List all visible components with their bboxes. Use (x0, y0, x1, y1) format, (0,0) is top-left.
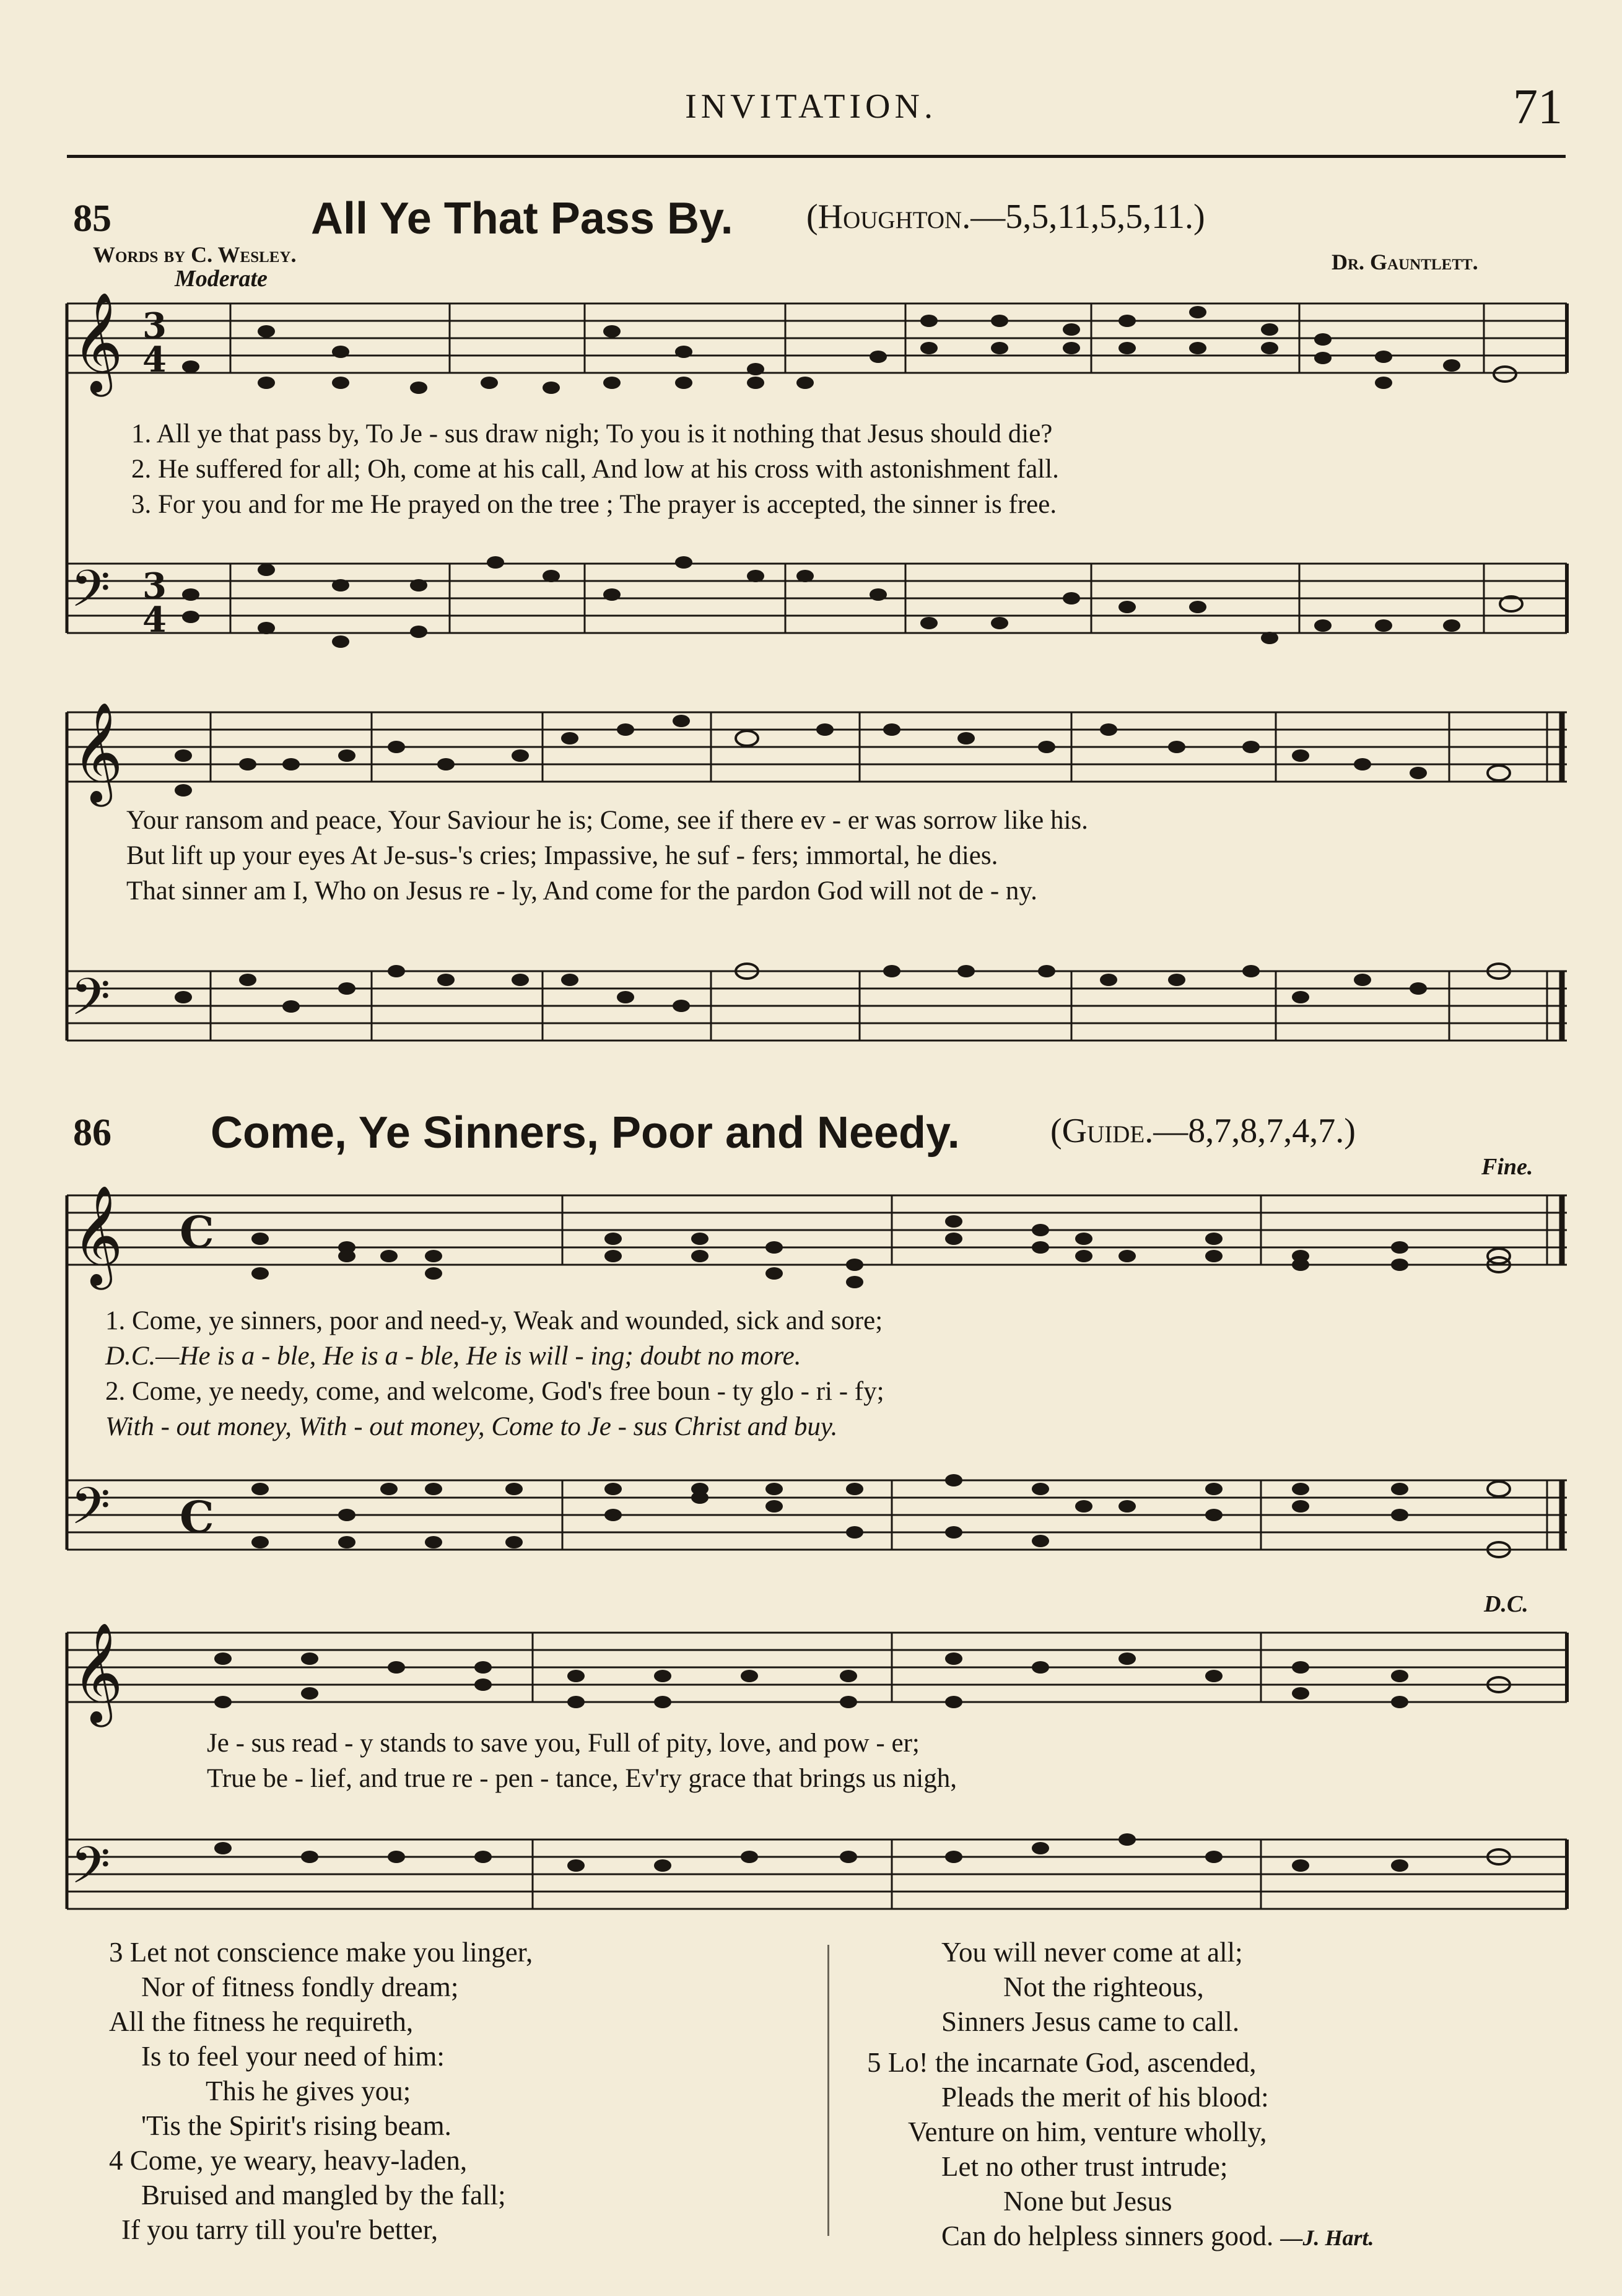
fine-marking: Fine. (1481, 1154, 1533, 1180)
verse-line: Can do helpless sinners good. —J. Hart. (941, 2220, 1374, 2251)
verse-line: Sinners Jesus came to call. (941, 2006, 1240, 2037)
verse-line: Not the righteous, (1003, 1971, 1204, 2002)
bass-staff (67, 1840, 1567, 1909)
hymn-86-lyrics-system-1 (105, 1303, 884, 1444)
extra-verses-left (109, 1935, 533, 2247)
svg-text:C: C (180, 1491, 214, 1543)
treble-staff (67, 1633, 1567, 1702)
lyric-line-2b: With - out money, With - out money, Come to Je - sus Christ and buy. (105, 1412, 838, 1441)
lyric-line-2: 2. Come, ye needy, come, and welcome, God's free boun - ty glo - ri - fy; (105, 1377, 884, 1406)
treble-staff (67, 1195, 1567, 1265)
bass-clef-85b (71, 967, 110, 1039)
page-number: 71 (1513, 80, 1563, 134)
svg-text:3: 3 (142, 305, 167, 346)
svg-text:4: 4 (142, 339, 167, 380)
verse-line: 'Tis the Spirit's rising beam. (141, 2110, 451, 2141)
bass-clef-86 (71, 1476, 110, 1548)
svg-text:C: C (180, 1207, 214, 1258)
svg-text:𝄢: 𝄢 (71, 967, 111, 1039)
svg-text:4: 4 (142, 600, 167, 640)
bass-staff (67, 564, 1567, 633)
verse-line: Venture on him, venture wholly, (908, 2116, 1267, 2147)
hymn-85-title: All Ye That Pass By. (311, 194, 733, 243)
treble-clef-85 (72, 292, 123, 397)
svg-text:𝄢: 𝄢 (71, 1476, 111, 1548)
hymn-86-lyrics-system-2 (207, 1726, 957, 1796)
lyric-line: 1. All ye that pass by, To Je - sus draw nigh; To you is it nothing that Jesus should die? (131, 419, 1053, 448)
lyric-line-1: 1. Come, ye sinners, poor and need-y, Weak and wounded, sick and sore; (105, 1306, 883, 1335)
svg-text:𝄞: 𝄞 (72, 702, 123, 803)
treble-staff (67, 303, 1567, 373)
treble-clef-86 (72, 1185, 123, 1290)
author-attribution: —J. Hart. (1280, 2225, 1374, 2250)
verse-line: 5 Lo! the incarnate God, ascended, (867, 2047, 1257, 2078)
verse-line: Bruised and mangled by the fall; (141, 2180, 506, 2211)
lyric-line: 3. For you and for me He prayed on the tree ; The prayer is accepted, the sinner is free. (131, 490, 1057, 519)
verse-line: 4 Come, ye weary, heavy-laden, (109, 2145, 468, 2176)
treble-clef-85b (72, 702, 123, 807)
hymn-86-tune: (Guide.—8,7,8,7,4,7.) (1050, 1112, 1356, 1150)
verse-line: None but Jesus (1003, 2186, 1172, 2217)
svg-text:𝄞: 𝄞 (72, 1185, 123, 1286)
column-divider (827, 1945, 829, 2236)
section-title: INVITATION. (685, 87, 937, 126)
svg-text:3: 3 (142, 565, 167, 606)
hymn-86-title: Come, Ye Sinners, Poor and Needy. (211, 1108, 960, 1158)
verse-line: Is to feel your need of him: (141, 2041, 445, 2072)
lyric-line: That sinner am I, Who on Jesus re - ly, And come for the pardon God will not de - ny. (126, 876, 1037, 906)
treble-clef-86b (72, 1622, 123, 1727)
treble-staff (67, 712, 1567, 782)
lyric-line: Je - sus read - y stands to save you, Full of pity, love, and pow - er; (207, 1729, 920, 1758)
svg-text:𝄢: 𝄢 (71, 1835, 111, 1908)
verse-line: This he gives you; (206, 2076, 411, 2106)
verse-line: Pleads the merit of his blood: (941, 2082, 1269, 2113)
dc-marking: D.C. (1484, 1591, 1528, 1617)
lyric-line-dc: D.C.—He is a - ble, He is a - ble, He is will - ing; doubt no more. (105, 1342, 801, 1371)
lyric-line: True be - lief, and true re - pen - tance, Ev'ry grace that brings us nigh, (207, 1764, 957, 1793)
verse-line: You will never come at all; (941, 1937, 1243, 1968)
verse-line: 3 Let not conscience make you linger, (109, 1937, 533, 1968)
hymn-86-number: 86 (73, 1112, 111, 1154)
bass-staff (67, 1480, 1567, 1550)
svg-text:𝄞: 𝄞 (72, 292, 123, 393)
lyric-line: 2. He suffered for all; Oh, come at his call, And low at his cross with astonishment fall. (131, 455, 1059, 484)
verse-line: If you tarry till you're better, (121, 2214, 438, 2245)
svg-text:𝄞: 𝄞 (72, 1622, 123, 1723)
hymn-85-tempo: Moderate (175, 266, 268, 292)
hymn-85-number: 85 (73, 198, 111, 240)
svg-text:𝄢: 𝄢 (71, 559, 111, 631)
hymn-85-tune: (Houghton.—5,5,11,5,5,11.) (806, 198, 1205, 236)
verse-line: All the fitness he requireth, (109, 2006, 414, 2037)
bass-clef-85 (71, 559, 110, 631)
lyric-line: Your ransom and peace, Your Saviour he is; Come, see if there ev - er was sorrow like his. (126, 806, 1088, 835)
verse-line: Nor of fitness fondly dream; (141, 1971, 459, 2002)
lyric-line: But lift up your eyes At Je-sus-'s cries; Impassive, he suf - fers; immortal, he dies. (126, 841, 998, 870)
verse-line: Let no other trust intrude; (941, 2151, 1228, 2182)
hymn-85-composer: Dr. Gauntlett. (1332, 250, 1478, 274)
hymn-85-words-credit: Words by C. Wesley. (93, 242, 297, 267)
hymn-85-lyrics-system-1 (131, 416, 1059, 522)
hymn-85-lyrics-system-2 (126, 803, 1088, 909)
extra-verses-right (867, 1935, 1374, 2255)
bass-clef-86b (71, 1835, 110, 1908)
